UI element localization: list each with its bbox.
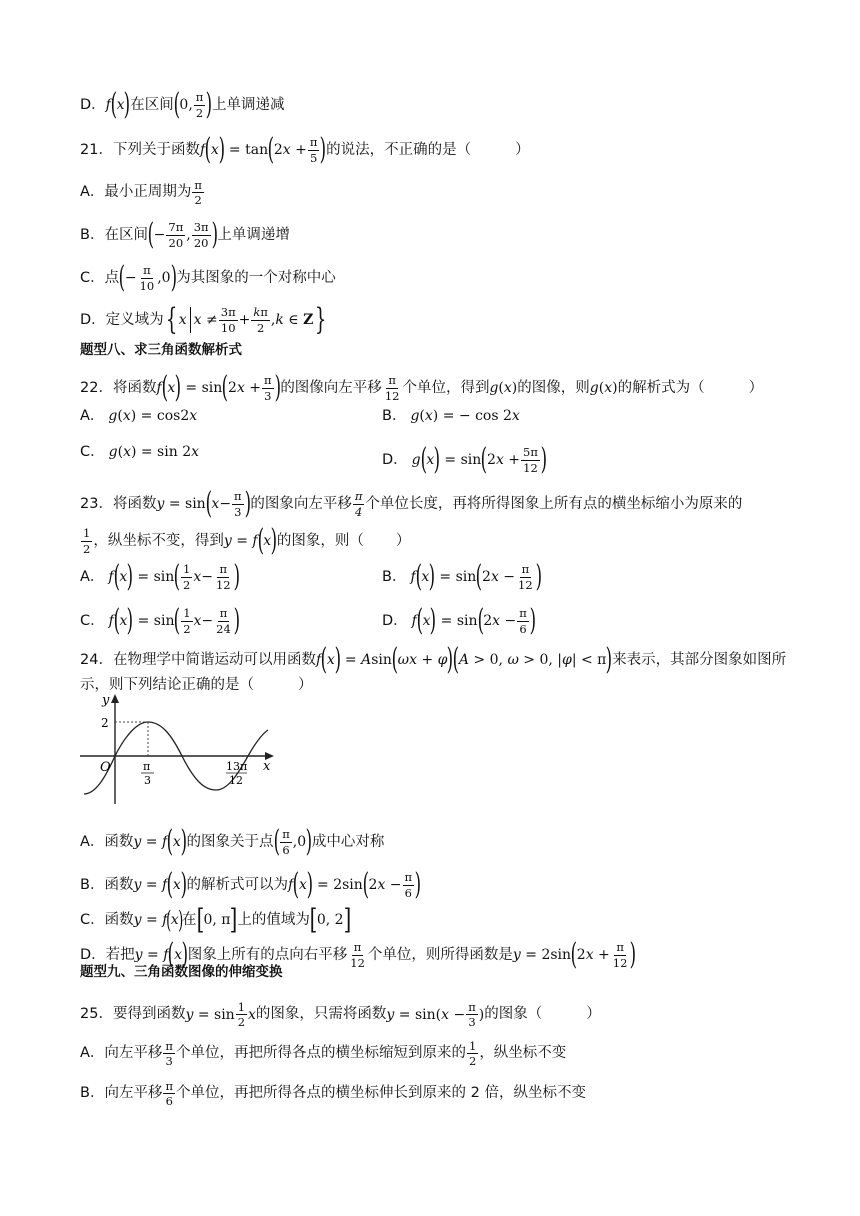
option-text: 个单位，则所得函数是 [367, 946, 513, 963]
q21-option-a: A． 最小正周期为 $\frac{\pi}{2}$ [80, 178, 202, 208]
option-prefix: C． [80, 911, 105, 928]
question-number: 25． [80, 1006, 113, 1023]
option-prefix: C． [80, 612, 105, 629]
option-prefix: D． [382, 451, 408, 468]
option-prefix: A． [80, 184, 105, 201]
option-text: 个单位，再把所得各点的横坐标缩短到原来的 [175, 1045, 466, 1062]
question-text: ） [395, 532, 411, 549]
question-text: 的图像向左平移 [280, 379, 382, 396]
tick-pi-over-3-num: π [143, 760, 151, 773]
option-prefix: B． [382, 568, 407, 585]
y-axis-label: y [102, 693, 110, 708]
tick-pi-over-3-den: 3 [144, 774, 151, 787]
q25-option-a: A． 向左平移 $\frac{\pi}{3}$ 个单位，再把所得各点的横坐标缩短到原来的 $\frac{1}{2}$ ，纵坐标不变 [80, 1039, 567, 1069]
option-text: 的解析式可以为 [186, 876, 289, 893]
option-text: 向左平移 [104, 1085, 163, 1102]
question-21-stem: 21． 下列关于函数 f ( x ) = tan ( 2x + $\frac{\pi}{5}$ ) 的说法，不正确的是（ ） [80, 132, 530, 167]
option-text: 个单位，再把所得各点的横坐标伸长到原来的 2 倍，纵坐标不变 [176, 1085, 586, 1102]
question-text: 要得到函数 [112, 1006, 186, 1023]
question-22-stem: 22． 将函数 f ( x ) = sin ( 2x + $\frac{\pi}{3}$ ) 的图像向左平移 $\frac{\pi}{12}$ 个单位，得到 g(x) 的图像，则 g(x) 的解析式为（ ） [80, 370, 764, 405]
question-number: 21． [80, 141, 113, 158]
q25-option-b: B． 向左平移 $\frac{\pi}{6}$ 个单位，再把所得各点的横坐标伸长到原来的 2 倍，纵坐标不变 [80, 1079, 586, 1109]
origin-label: O [100, 760, 111, 775]
option-text: 函数 [104, 833, 134, 850]
q21-option-d: D． 定义域为 { x x ≠ $\frac{3\pi}{10}$ + $\frac{k\pi}{2}$ ,k ∈ Z } [80, 302, 327, 337]
question-number: 22． [80, 379, 113, 396]
option-text: 函数 [104, 876, 134, 893]
option-text: 点 [104, 269, 120, 286]
question-text: 将函数 [112, 495, 157, 512]
question-text: 的图像，则 [517, 379, 590, 396]
question-text: 的解析式为（ [617, 379, 705, 396]
q22-option-c: C． g(x) = sin 2x [80, 444, 200, 461]
q20-option-d: D． f ( x ) 在区间 ( 0, $\frac{\pi}{2}$ ) 上单调递减 [80, 87, 285, 122]
option-prefix: B． [80, 226, 105, 243]
x-axis-label: x [263, 759, 271, 774]
option-text: 为其图象的一个对称中心 [176, 269, 336, 286]
question-text: 的说法，不正确的是（ [326, 141, 472, 158]
option-text: 上单调递减 [212, 96, 285, 113]
section-heading-9: 题型九、三角函数图像的伸缩变换 [80, 964, 283, 980]
question-text: 个单位长度，再将所得图象上所有点的横坐标缩小为原来的 [365, 495, 743, 512]
option-text: 定义域为 [105, 311, 164, 328]
question-text: 个单位，得到 [402, 379, 490, 396]
q23-option-c: C． f ( x ) = sin ( $\frac{1}{2}$ x − $\frac{\pi}{24}$ ) [80, 603, 240, 638]
option-text: 在 [182, 911, 197, 928]
question-text: 的图象，则（ [276, 532, 364, 549]
q23-option-b: B． f ( x ) = sin ( 2x − $\frac{\pi}{12}$ ) [382, 559, 542, 594]
question-text: 来表示，其部分图象如图所 [612, 651, 787, 668]
option-text: 图象上所有的点向右平移 [187, 946, 348, 963]
y-axis-arrow [111, 694, 119, 703]
question-23-stem: 23． 将函数 y = sin ( x − $\frac{\pi}{3}$ ) 的图象向左平移 $\frac{\pi}{4}$ 个单位长度，再将所得图象上所有点的横坐标缩小为原来的 [80, 486, 743, 521]
option-prefix: A． [80, 568, 105, 585]
option-text: 成中心对称 [311, 833, 385, 850]
q24-option-d: D． 若把 y = f ( x ) 图象上所有的点向右平移 $\frac{\pi}{12}$ 个单位，则所得函数是 y = 2sin ( 2x + $\frac{\pi}{12}$ ) [80, 937, 637, 972]
option-prefix: A． [80, 833, 105, 850]
question-text: 在物理学中简谐运动可以用函数 [112, 651, 316, 668]
option-prefix: A． [80, 1045, 105, 1062]
question-text: ） [748, 379, 764, 396]
option-text: 最小正周期为 [104, 184, 192, 201]
option-prefix: B． [80, 876, 105, 893]
q22-option-b: B． g(x) = − cos 2x [382, 408, 520, 425]
question-text: 将函数 [112, 379, 157, 396]
max-value-label: 2 [101, 716, 109, 730]
option-text: 在区间 [104, 226, 148, 243]
option-text: 的图象关于点 [186, 833, 274, 850]
option-text: 在区间 [130, 96, 174, 113]
sine-wave-graph [80, 690, 280, 808]
option-prefix: B． [382, 408, 407, 424]
option-text: 上单调递增 [217, 226, 290, 243]
option-prefix: D． [382, 612, 408, 629]
question-23-stem-cont: $\frac{1}{2}$ ，纵坐标不变，得到 y = f ( x ) 的图象，则（ ） [83, 523, 411, 558]
option-text: ，纵坐标不变 [479, 1045, 567, 1062]
question-text: ） [515, 141, 530, 158]
tick-13pi-over-12-den: 12 [229, 774, 243, 787]
q24-option-c: C． 函数 y = f ( x ) 在 [ 0, π ] 上的值域为 [ 0, 2 ] [80, 903, 351, 936]
option-text: 若把 [105, 946, 135, 963]
tick-13pi-over-12-num: 13π [226, 760, 248, 773]
question-text: ） [298, 677, 313, 693]
question-25-stem: 25． 要得到函数 y = sin $\frac{1}{2}$ x 的图象，只需将函数 y = sin(x − $\frac{\pi}{3}$ ) 的图象（ ） [80, 1000, 601, 1030]
option-text: 向左平移 [104, 1045, 163, 1062]
question-text: 示，则下列结论正确的是（ [80, 677, 254, 693]
question-text: ） [586, 1006, 601, 1023]
question-text: 下列关于函数 [112, 141, 200, 158]
option-prefix: D． [80, 96, 106, 113]
question-text: 的图象向左平移 [250, 495, 352, 512]
option-text: 上的值域为 [237, 911, 310, 928]
question-text: 的图象，只需将函数 [255, 1006, 387, 1023]
question-number: 23． [80, 495, 113, 512]
q21-option-c: C． 点 ( − $\frac{\pi}{10}$ ,0 ) 为其图象的一个对称中心 [80, 260, 336, 295]
option-prefix: B． [80, 1085, 105, 1102]
option-text: 函数 [104, 911, 134, 928]
q24-option-a: A． 函数 y = f ( x ) 的图象关于点 ( $\frac{\pi}{6}$ ,0 ) 成中心对称 [80, 824, 385, 859]
question-text: 的图象（ [484, 1006, 543, 1023]
option-prefix: D． [80, 311, 106, 328]
option-prefix: C． [80, 269, 105, 286]
option-prefix: D． [80, 946, 106, 963]
section-heading-8: 题型八、求三角函数解析式 [80, 342, 242, 358]
option-prefix: C． [80, 444, 105, 460]
q23-option-d: D． f ( x ) = sin ( 2x − $\frac{\pi}{6}$ ) [382, 603, 536, 638]
q22-option-a: A． g(x) = cos2x [80, 408, 198, 425]
q24-option-b: B． 函数 y = f ( x ) 的解析式可以为 f ( x ) = 2sin ( 2x − $\frac{\pi}{6}$ ) [80, 867, 422, 902]
q22-option-d: D． g ( x ) = sin ( 2x + $\frac{5\pi}{12}$ ) [382, 442, 547, 477]
question-text: ，纵坐标不变，得到 [93, 532, 224, 549]
option-prefix: A． [80, 408, 105, 424]
question-24-stem: 24． 在物理学中简谐运动可以用函数 f ( x ) = Asin ( ωx + φ ) ( A > 0, ω > 0, |φ| < π ) 来表示，其部分图象如图所 [80, 642, 787, 677]
q21-option-b: B． 在区间 ( − $\frac{7\pi}{20}$ , $\frac{3\pi}{20}$ ) 上单调递增 [80, 217, 290, 252]
question-number: 24． [80, 651, 113, 668]
q23-option-a: A． f ( x ) = sin ( $\frac{1}{2}$ x − $\frac{\pi}{12}$ ) [80, 559, 240, 594]
